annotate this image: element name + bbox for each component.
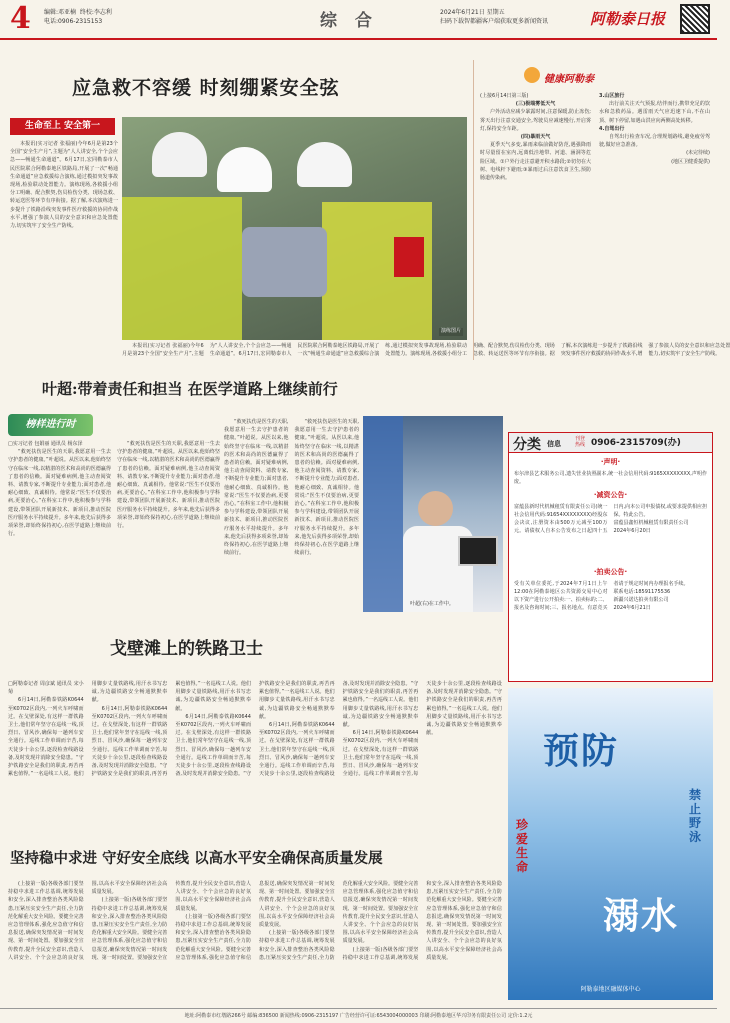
editor: 编辑:邓亚楠 xyxy=(44,9,77,16)
a1-photo xyxy=(122,117,467,340)
section-title: 综 合 xyxy=(320,11,378,31)
health-column: 健康阿勒泰 (上接6月14日第三版) (三)极端雾低天气 户外活动应减少暴露时间,注意保暖,防止冻伤;雾天出行注意交通安全,驾驶员应减速慢行,开启雾灯,保持安全车距。 (四)暴雨天气 夏季天气多变,暴雨来临前做好防范,遇强降雨时尽量留在室内,远离低洼地带、河道、涵洞等危险区域。①户外行走注意避开积水路段;②切勿在大树、电线杆下避雨;③暴雨过后注意饮食卫生,预防肠道传染病。 3.山区旅行 出行前关注天气预报,结伴而行,携带充足的饮水和急救药品。遇雷雨天气应迅速下山,不在山顶、树下停留,如遇山洪应向两侧高处转移。 4.自驾出行 自驾出行检查车况,合理规划路线,避免疲劳驾驶,做好应急准备。 (未完待续) (地区卫健委提供) xyxy=(473,60,713,360)
proofreader: 终校:李志利 xyxy=(79,9,112,16)
a2-photo-caption: 叶超(右)在工作中。 xyxy=(410,601,454,608)
a2-photo xyxy=(363,416,503,612)
poster-title-2: 溺水 xyxy=(603,895,680,937)
sun-icon xyxy=(524,67,540,83)
app-note: 扫码下载智都疆客户端获取更多新闻资讯 xyxy=(440,18,549,25)
classified-title: 分类 xyxy=(513,437,541,453)
issue-date: 2024年6月21日 xyxy=(440,9,485,16)
page-footer: 地址:阿勒泰市红墩路266号 邮编:836500 新闻热线:0906-2315197 广告经营许可证:6543004000003 印刷:阿勒泰地区华兴印务有限责任公司 定价:1.2元 xyxy=(0,1008,717,1023)
a1-headline: 应急救不容缓 时刻绷紧安全弦 xyxy=(72,77,340,99)
a2-body: □实习记者 包娟丽 通讯员 杨东泽 “救死扶伤是医生的天职,我愿意用一生去守护患者的健康。”叶超说。从医以来,他始终坚守在临床一线,以精湛的医术和高尚的医德赢得了患者的信赖。面对疑难病例,他主动查阅资料、请教专家,不断提升专业能力;面对患者,他耐心细致、真诚相待。他常说:“医生不仅要治病,更要治心。”在科室工作中,他积极参与学科建设,带领团队开展新技术、新项目,推动医院医疗服务水平持续提升。多年来,他先后获得多项荣誉,却始终保持初心,在医学道路上继续前行。 “救死扶伤是医生的天职,我愿意用一生去守护患者的健康。”叶超说。从医以来,他始终坚守在临床一线,以精湛的医术和高尚的医德赢得了患者的信赖。面对疑难病例,他主动查阅资料、请教专家,不断提升专业能力;面对患者,他耐心细致、真诚相待。他常说:“医生不仅要治病,更要治心。”在科室工作中,他积极参与学科建设,带领团队开展新技术、新项目,推动医院医疗服务水平持续提升。多年来,他先后获得多项荣誉,却始终保持初心,在医学道路上继续前行。 xyxy=(8,441,220,538)
editor-phone: 电话:0906-2315153 xyxy=(44,18,103,25)
poster-footer: 阿勒泰地区融媒体中心 xyxy=(580,985,641,993)
page-header xyxy=(0,0,717,40)
a4-body: (上接第一版)各级各部门要坚持稳中求进工作总基调,统筹发展和安全,深入排查整治各类风险隐患,压紧压实安全生产责任,全力防范化解重大安全风险。要健全完善应急管理体系,强化应急值守和信息报送,确保突发情况第一时间发现、第一时间处置。要加强安全宣传教育,提升全民安全意识,营造人人讲安全、个个会应急的良好氛围,以高水平安全保障经济社会高质量发展。 (上接第一版)各级各部门要坚持稳中求进工作总基调,统筹发展和安全,深入排查整治各类风险隐患,压紧压实安全生产责任,全力防范化解重大安全风险。要健全完善应急管理体系,强化应急值守和信息报送,确保突发情况第一时间发现、第一时间处置。要加强安全宣传教育,提升全民安全意识,营造人人讲安全、个个会应急的良好氛围,以高水平安全保障经济社会高质量发展。 (上接第一版)各级各部门要坚持稳中求进工作总基调,统筹发展和安全,深入排查整治各类风险隐患,压紧压实安全生产责任,全力防范化解重大安全风险。要健全完善应急管理体系,强化应急值守和信息报送,确保突发情况第一时间发现、第一时间处置。要加强安全宣传教育,提升全民安全意识,营造人人讲安全、个个会应急的良好氛围,以高水平安全保障经济社会高质量发展。 (上接第一版)各级各部门要坚持稳中求进工作总基调,统筹发展和安全,深入排查整治各类风险隐患,压紧压实安全生产责任,全力防范化解重大安全风险。要健全完善应急管理体系,强化应急值守和信息报送,确保突发情况第一时间发现、第一时间处置。要加强安全宣传教育,提升全民安全意识,营造人人讲安全、个个会应急的良好氛围,以高水平安全保障经济社会高质量发展。 (上接第一版)各级各部门要坚持稳中求进工作总基调,统筹发展和安全,深入排查整治各类风险隐患,压紧压实安全生产责任,全力防范化解重大安全风险。要健全完善应急管理体系,强化应急值守和信息报送,确保突发情况第一时间发现、第一时间处置。要加强安全宣传教育,提升全民安全意识,营造人人讲安全、个个会应急的良好氛围,以高水平安全保障经济社会高质量发展。 xyxy=(8,881,502,961)
weekday: 星期五 xyxy=(486,9,505,16)
a1-body: 本报讯(实习记者 张福丽)今年6月是第23个全国“安全生产月”,主题为“人人讲安全,个个会应急——畅通生命通道”。6月17日,宏同勒泰市人民医院联合阿勒泰地区铁路局,开展了一次“畅通生命通道”应急救援综合演练,通过模拟突发事故现场,检验联动处置能力。演练现场,各救援小组分工明确、配合默契,伤员检伤分类、现场急救、转运送医等环节有序衔接。据了解,本次演练进一步提升了铁路沿线突发事件医疗救援的协同作战水平,增强了参演人员的安全意识和应急处置能力,切实筑牢了安全生产防线。 xyxy=(10,141,118,230)
poster-prevent-drowning: 预防 溺水 珍爱生命 禁止野泳 阿勒泰地区融媒体中心 xyxy=(508,688,713,1000)
a4-headline: 坚持稳中求进 守好安全底线 以高水平安全确保高质量发展 xyxy=(10,850,383,867)
a1-body-cont: 本报讯(实习记者 张福丽)今年6月是第23个全国“安全生产月”,主题为“人人讲安全,个个会应急——畅通生命通道”。6月17日,宏同勒泰市人民医院联合阿勒泰地区铁路局,开展了一次“畅通生命通道”应急救援综合演练,通过模拟突发事故现场,检验联动处置能力。演练现场,各救援小组分工明确、配合默契,伤员检伤分类、现场急救、转运送医等环节有序衔接。据了解,本次演练进一步提升了铁路沿线突发事件医疗救援的协同作战水平,增强了参演人员的安全意识和应急处置能力,切实筑牢了安全生产防线。 xyxy=(122,343,730,358)
masthead: 阿勒泰日报 xyxy=(590,10,666,28)
a1-badge: 生命至上 安全第一 xyxy=(10,118,115,135)
qr-code[interactable] xyxy=(680,4,710,34)
a3-body: □阿勒泰记者 周彦斌 通讯员 宋小菊 6月14日,阿勒泰铁路K0644至K0702区段内,一列火车呼啸而过。在戈壁深处,有这样一群铁路卫士,他们常年坚守在巡线一线,顶烈日、冒风沙,确保每一趟列车安全通行。巡线工作单调而辛苦,每天徒步十余公里,逐段检查线路设备,及时发现并消除安全隐患。“守护铁路安全是我们的职责,再苦再累也值得。”一名巡线工人说。他们用脚步丈量铁路线,用汗水书写忠诚,为边疆铁路安全畅通默默奉献。 6月14日,阿勒泰铁路K0644至K0702区段内,一列火车呼啸而过。在戈壁深处,有这样一群铁路卫士,他们常年坚守在巡线一线,顶烈日、冒风沙,确保每一趟列车安全通行。巡线工作单调而辛苦,每天徒步十余公里,逐段检查线路设备,及时发现并消除安全隐患。“守护铁路安全是我们的职责,再苦再累也值得。”一名巡线工人说。他们用脚步丈量铁路线,用汗水书写忠诚,为边疆铁路安全畅通默默奉献。 6月14日,阿勒泰铁路K0644至K0702区段内,一列火车呼啸而过。在戈壁深处,有这样一群铁路卫士,他们常年坚守在巡线一线,顶烈日、冒风沙,确保每一趟列车安全通行。巡线工作单调而辛苦,每天徒步十余公里,逐段检查线路设备,及时发现并消除安全隐患。“守护铁路安全是我们的职责,再苦再累也值得。”一名巡线工人说。他们用脚步丈量铁路线,用汗水书写忠诚,为边疆铁路安全畅通默默奉献。 6月14日,阿勒泰铁路K0644至K0702区段内,一列火车呼啸而过。在戈壁深处,有这样一群铁路卫士,他们常年坚守在巡线一线,顶烈日、冒风沙,确保每一趟列车安全通行。巡线工作单调而辛苦,每天徒步十余公里,逐段检查线路设备,及时发现并消除安全隐患。“守护铁路安全是我们的职责,再苦再累也值得。”一名巡线工人说。他们用脚步丈量铁路线,用汗水书写忠诚,为边疆铁路安全畅通默默奉献。 6月14日,阿勒泰铁路K0644至K0702区段内,一列火车呼啸而过。在戈壁深处,有这样一群铁路卫士,他们常年坚守在巡线一线,顶烈日、冒风沙,确保每一趟列车安全通行。巡线工作单调而辛苦,每天徒步十余公里,逐段检查线路设备,及时发现并消除安全隐患。“守护铁路安全是我们的职责,再苦再累也值得。”一名巡线工人说。他们用脚步丈量铁路线,用汗水书写忠诚,为边疆铁路安全畅通默默奉献。 xyxy=(8,681,502,778)
classified-phone: 0906-2315709(办) xyxy=(591,438,681,448)
page-number: 4 xyxy=(10,1,31,36)
poster-title-1: 预防 xyxy=(543,730,620,772)
a3-headline: 戈壁滩上的铁路卫士 xyxy=(110,639,263,659)
a2-headline: 叶超:带着责任和担当 在医学道路上继续前行 xyxy=(42,380,338,398)
a2-body-2: “救死扶伤是医生的天职,我愿意用一生去守护患者的健康。”叶超说。从医以来,他始终坚守在临床一线,以精湛的医术和高尚的医德赢得了患者的信赖。面对疑难病例,他主动查阅资料、请教专家,不断提升专业能力;面对患者,他耐心细致、真诚相待。他常说:“医生不仅要治病,更要治心。”在科室工作中,他积极参与学科建设,带领团队开展新技术、新项目,推动医院医疗服务水平持续提升。多年来,他先后获得多项荣誉,却始终保持初心,在医学道路上继续前行。 “救死扶伤是医生的天职,我愿意用一生去守护患者的健康。”叶超说。从医以来,他始终坚守在临床一线,以精湛的医术和高尚的医德赢得了患者的信赖。面对疑难病例,他主动查阅资料、请教专家,不断提升专业能力;面对患者,他耐心细致、真诚相待。他常说:“医生不仅要治病,更要治心。”在科室工作中,他积极参与学科建设,带领团队开展新技术、新项目,推动医院医疗服务水平持续提升。多年来,他先后获得多项荣誉,却始终保持初心,在医学道路上继续前行。 xyxy=(224,419,359,557)
classified-ads: 分类 信息 刊登热线 0906-2315709(办) ·声明· 布尔津县艺术服务公司,遗失营业执照副本,统一社会信用代码:9165XXXXXXXX,声明作废。 ·减资公告· 富蕴县新时代机械租赁有限责任公司(统一社会信用代码:91654XXXXXXXX)经股东会决议,注册资本由500万元减至100万元。请债权人自本公告发布之日起四十五日内,向本公司申报债权,或要求提供相应担保。特此公告。 富蕴县鑫恒机械租赁有限责任公司 2024年6月20日 ·拍卖公告· 受有关单位委托,于2024年7月1日上午12:00在阿勒泰地区公共资源交易中心对以下资产进行公开拍卖:一、拍卖标的;二、报名及咨询时间;三、报名地点。有意竞买者请于规定时间内办理报名手续。 联系电话:18591175536 新疆兴诺达拍卖有限公司 2024年6月21日 xyxy=(508,432,713,682)
a2-logo: 榜样进行时 xyxy=(8,414,93,436)
a1-photo-caption: 演练图片 xyxy=(440,328,461,335)
health-logo: 健康阿勒泰 xyxy=(544,74,594,85)
